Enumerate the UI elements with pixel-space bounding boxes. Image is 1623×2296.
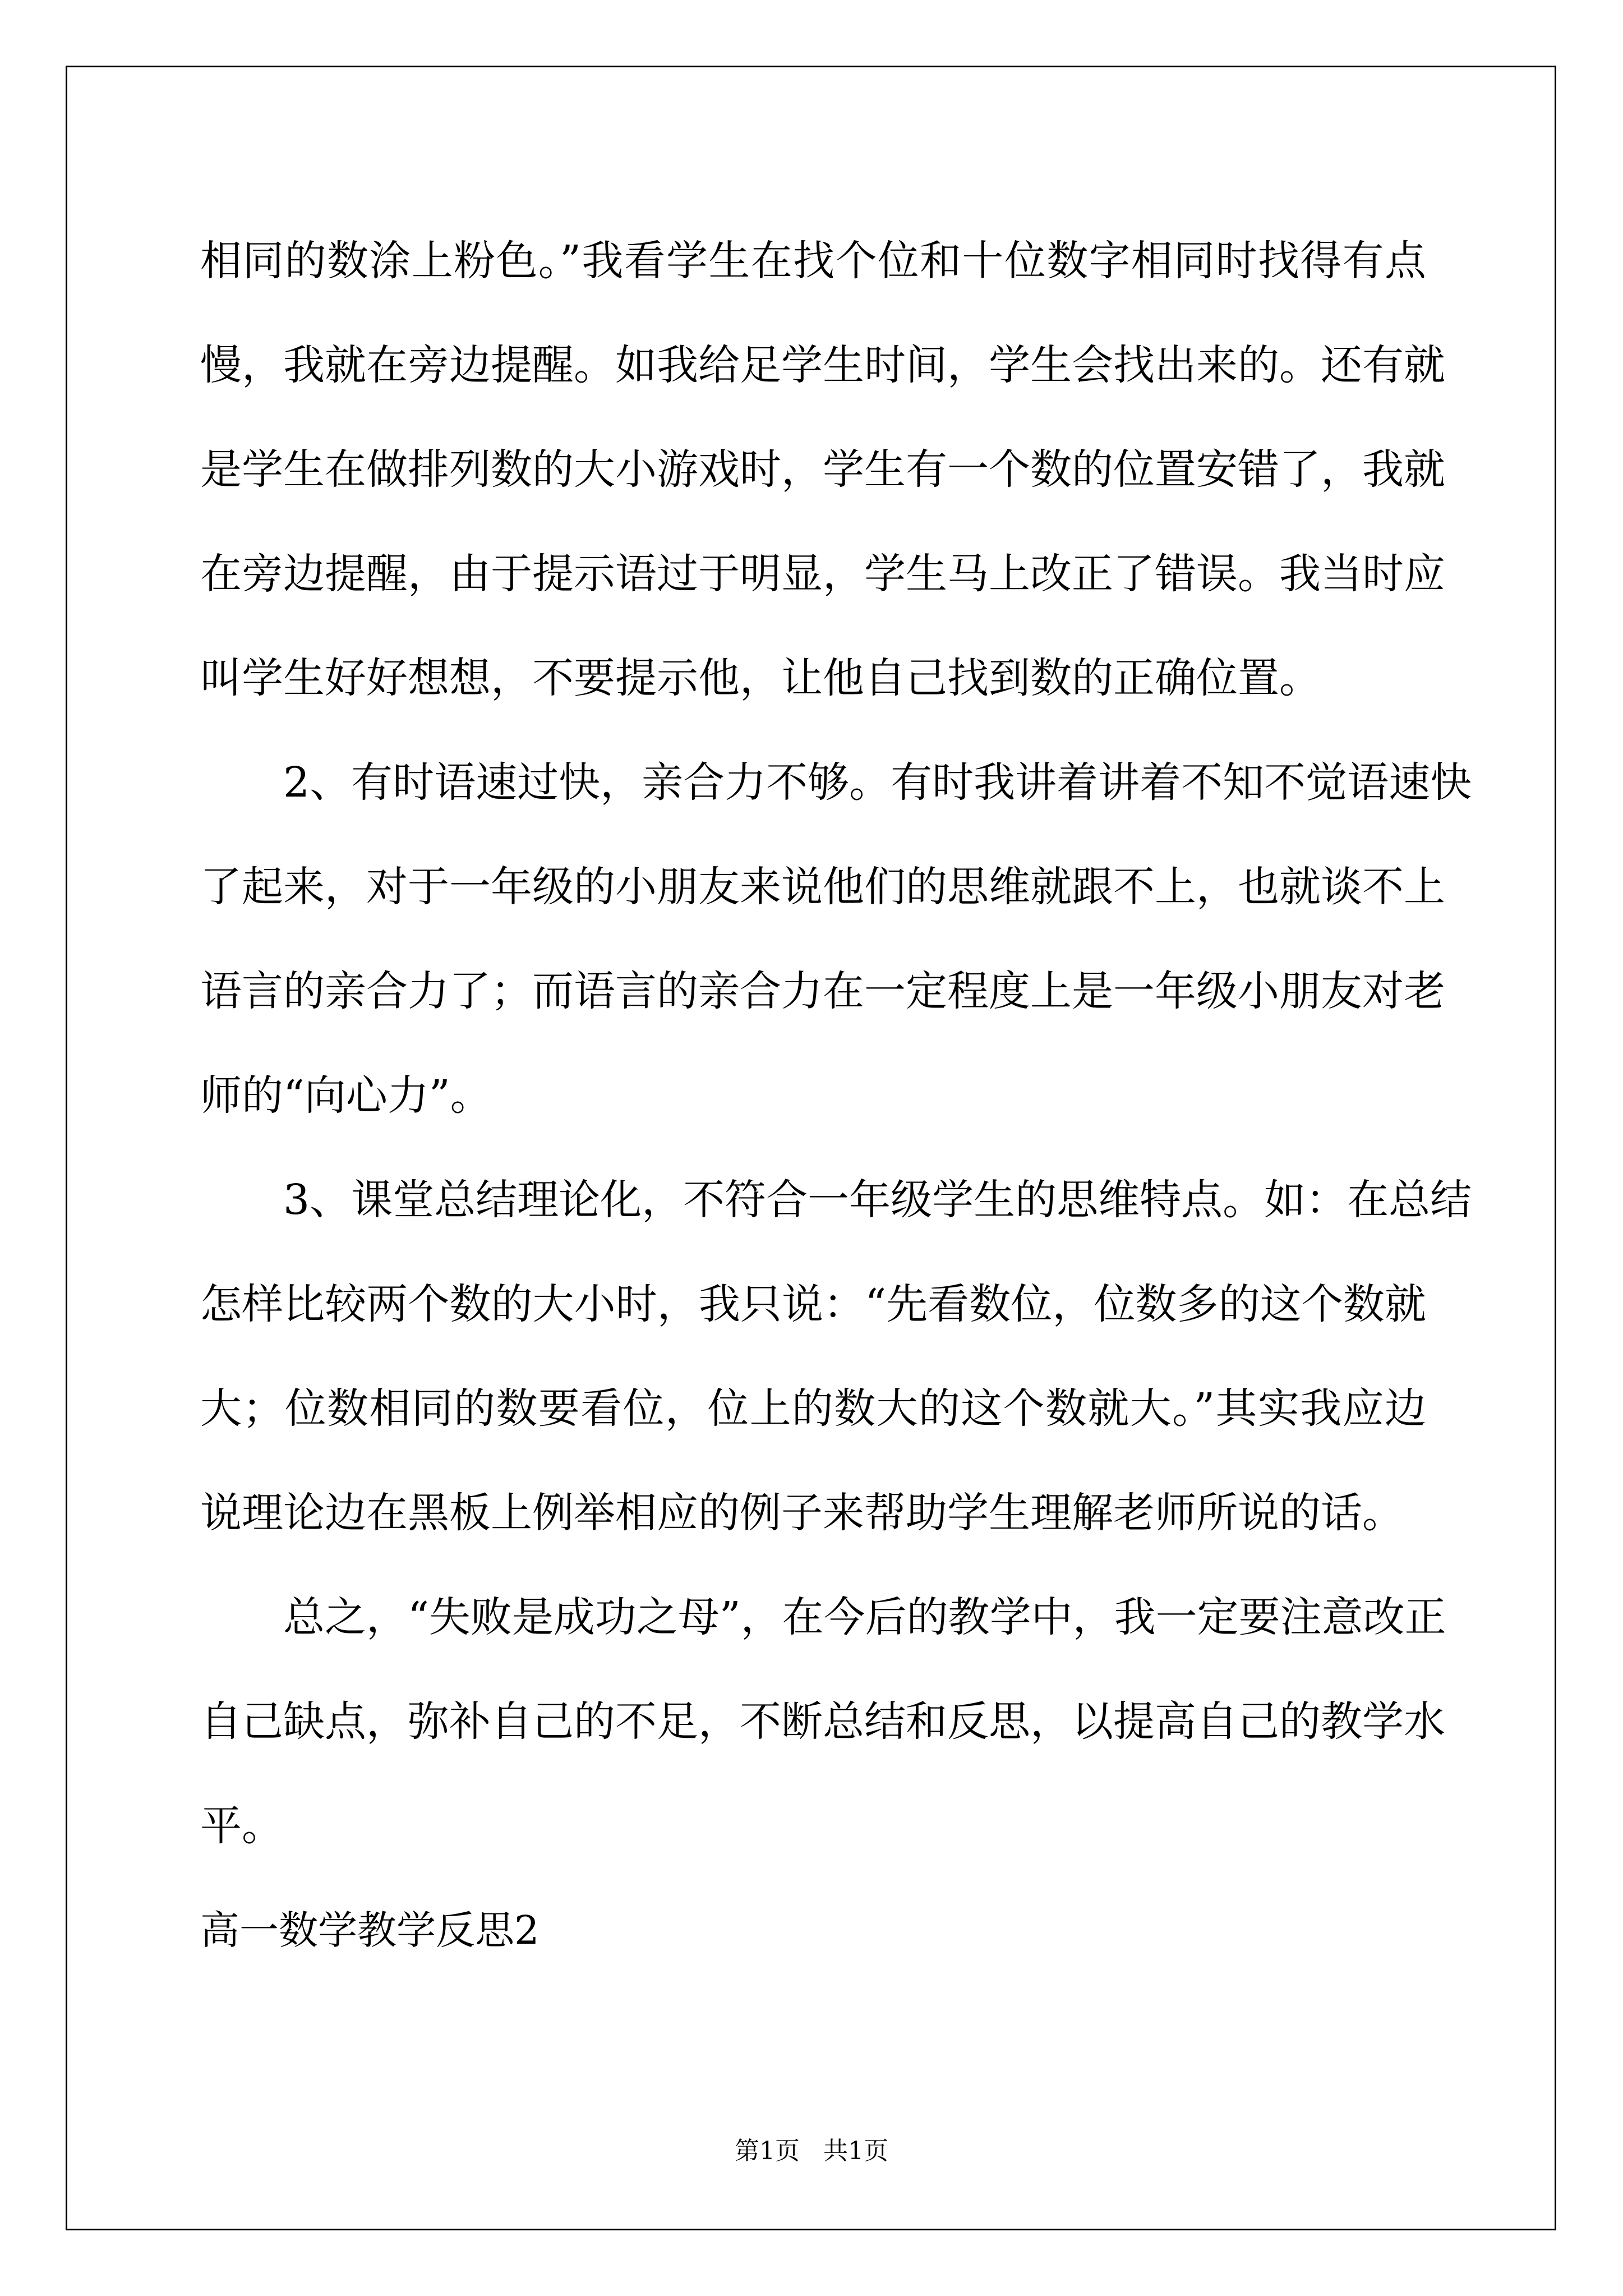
document-body — [200, 209, 1472, 1982]
text-line: 怎样比较两个数的大小时，我只说：“先看数位，位数多的这个数就 — [200, 1280, 1426, 1328]
text-line: 语言的亲合力了；而语言的亲合力在一定程度上是一年级小朋友对老 — [200, 967, 1445, 1015]
page-footer: 第1页 共1页 — [735, 2137, 888, 2165]
text-line: 了起来，对于一年级的小朋友来说他们的思维就跟不上，也就谈不上 — [200, 863, 1445, 911]
section-heading: 高一数学教学反思2 — [200, 1907, 540, 1953]
text-line: 自己缺点，弥补自己的不足，不断总结和反思，以提高自己的教学水 — [200, 1697, 1445, 1746]
text-line: 大；位数相同的数要看位，位上的数大的这个数就大。”其实我应边 — [200, 1384, 1426, 1433]
text-line: 在旁边提醒，由于提示语过于明显，学生马上改正了错误。我当时应 — [200, 550, 1445, 598]
text-line: 平。 — [200, 1802, 283, 1850]
text-line: 说理论边在黑板上例举相应的例子来帮助学生理解老师所说的话。 — [200, 1489, 1404, 1537]
paragraph-start-line: 2、有时语速过快，亲合力不够。有时我讲着讲着不知不觉语速快 — [283, 758, 1472, 807]
paragraph-start-line: 3、课堂总结理论化，不符合一年级学生的思维特点。如：在总结 — [283, 1176, 1472, 1224]
text-line: 师的“向心力”。 — [200, 1071, 492, 1120]
text-line: 叫学生好好想想，不要提示他，让他自己找到数的正确位置。 — [200, 654, 1321, 702]
text-line: 慢，我就在旁边提醒。如我给足学生时间，学生会找出来的。还有就 — [200, 341, 1445, 389]
text-line: 是学生在做排列数的大小游戏时，学生有一个数的位置安错了，我就 — [200, 445, 1445, 494]
text-line: 相同的数涂上粉色。”我看学生在找个位和十位数字相同时找得有点 — [200, 237, 1426, 285]
paragraph-start-line: 总之，“失败是成功之母”，在今后的教学中，我一定要注意改正 — [283, 1593, 1446, 1641]
